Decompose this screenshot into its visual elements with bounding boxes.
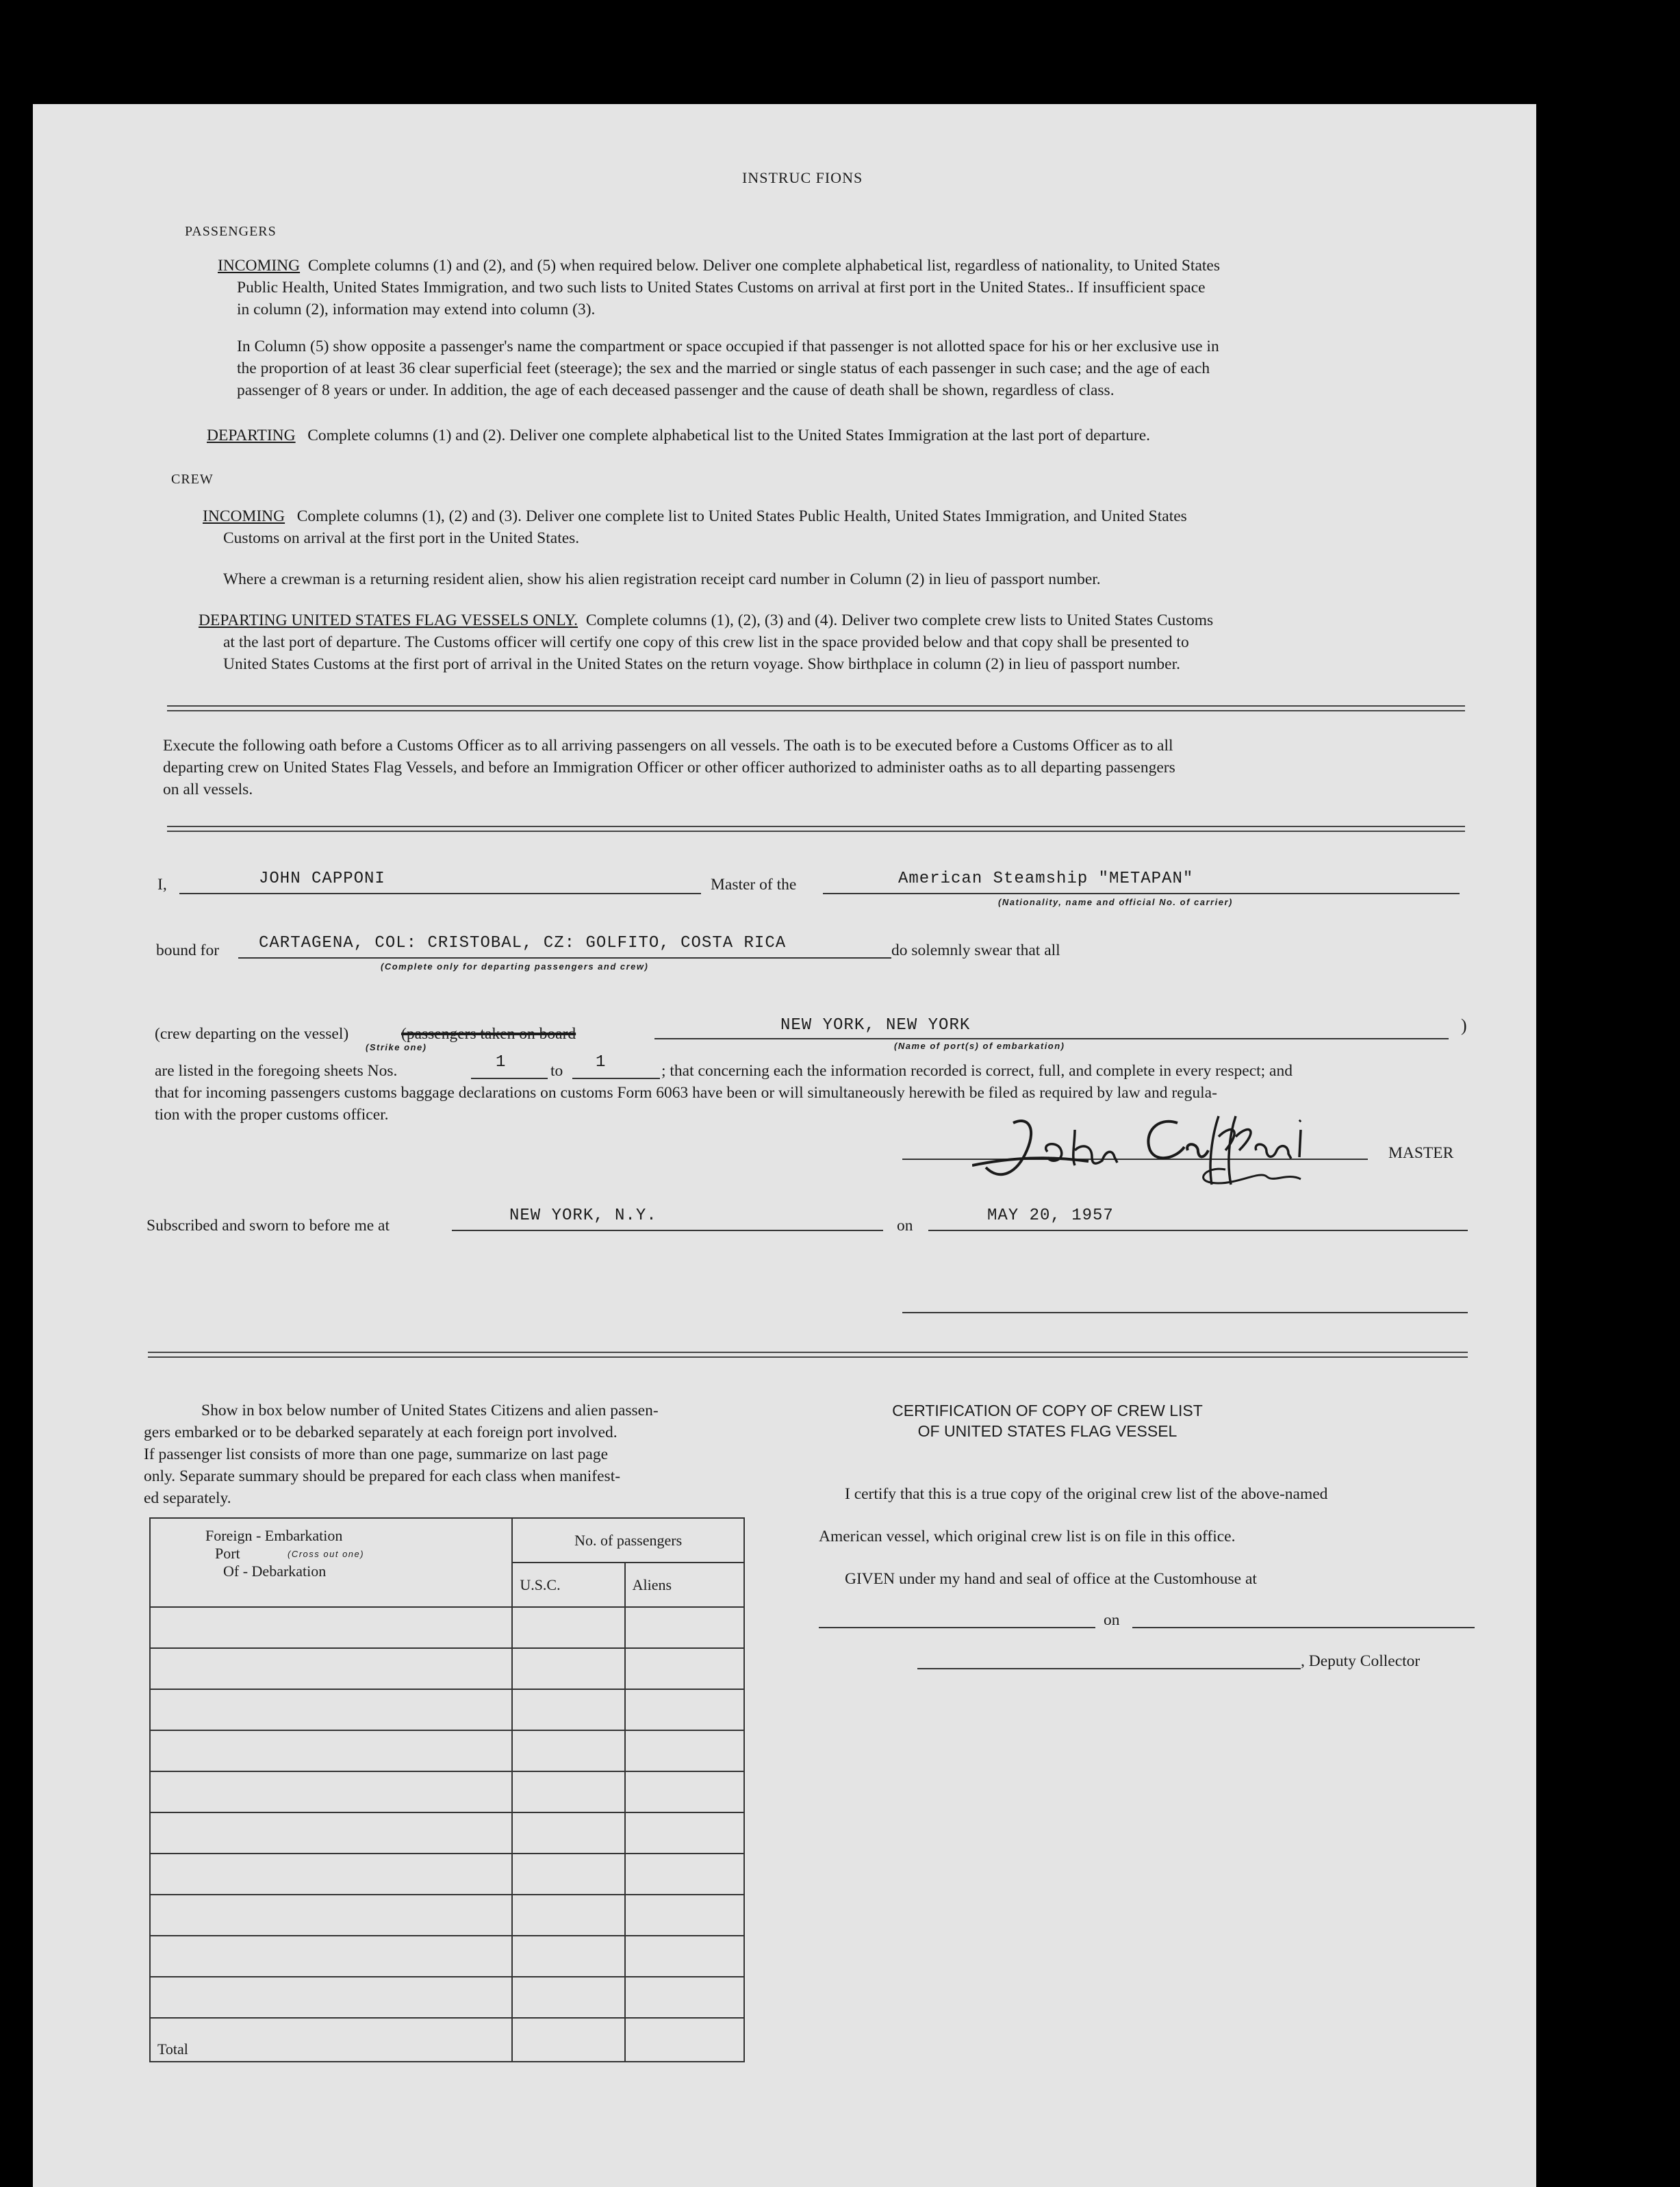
oath-instruction-line: Execute the following oath before a Customs Officer as to all arriving passengers on all vessels. The oath is to be executed before a Customs Officer as to all: [163, 737, 1173, 755]
table-row: [150, 1648, 744, 1689]
total-label: Total: [150, 2018, 512, 2062]
passengers-column-header: No. of passengers: [512, 1518, 744, 1563]
usc-cell[interactable]: [512, 1895, 624, 1936]
certification-line: American vessel, which original crew list is on file in this office.: [819, 1528, 1236, 1545]
port-cell[interactable]: [150, 1895, 512, 1936]
port-cell[interactable]: [150, 1771, 512, 1812]
table-row: [150, 1607, 744, 1648]
usc-cell[interactable]: [512, 1689, 624, 1730]
port-cell[interactable]: [150, 1730, 512, 1771]
master-of-label: Master of the: [711, 876, 797, 894]
port-caption: (Name of port(s) of embarkation): [894, 1041, 1065, 1051]
crew-departing-flag-label: DEPARTING UNITED STATES FLAG VESSELS ONLY.: [199, 611, 578, 629]
crew-incoming-label: INCOMING: [203, 507, 285, 525]
port-column-header: [150, 1518, 512, 1607]
port-cell[interactable]: [150, 1812, 512, 1854]
crew-incoming-block: [203, 505, 1187, 527]
table-row: [150, 1854, 744, 1895]
crew-incoming-line: Customs on arrival at the first port in the United States.: [223, 529, 580, 547]
table-row: [150, 1895, 744, 1936]
deputy-collector-label: , Deputy Collector: [1301, 1652, 1421, 1670]
summary-instruction-line: ed separately.: [144, 1489, 231, 1507]
table-row: [150, 1812, 744, 1854]
vessel-line: [823, 893, 1460, 894]
aliens-column-header: Aliens: [625, 1563, 744, 1607]
section-divider: [148, 1352, 1468, 1358]
usc-cell[interactable]: [512, 1607, 624, 1648]
customhouse-line[interactable]: [819, 1627, 1095, 1628]
passenger-summary-table: [149, 1517, 745, 2062]
table-row: [150, 1689, 744, 1730]
aliens-cell[interactable]: [625, 1812, 744, 1854]
crew-departing-flag-line: at the last port of departure. The Customs officer will certify one copy of this crew list in the space provided below and that copy shall be presented to: [223, 633, 1189, 651]
usc-cell[interactable]: [512, 1648, 624, 1689]
sheet-from-line: [471, 1078, 548, 1079]
summary-instruction-line: only. Separate summary should be prepared for each class when manifest-: [144, 1467, 621, 1485]
passengers-departing-text: Complete columns (1) and (2). Deliver one complete alphabetical list to the United States Immigration at the last port of departure.: [307, 427, 1151, 444]
listed-prefix: are listed in the foregoing sheets Nos.: [155, 1062, 398, 1080]
aliens-cell[interactable]: [625, 1936, 744, 1977]
on-label: on: [897, 1217, 913, 1235]
subscribed-label: Subscribed and sworn to before me at: [147, 1217, 390, 1235]
column5-line: the proportion of at least 36 clear superficial feet (steerage); the sex and the married or single status of each passenger in such case; and the age of each: [237, 359, 1210, 377]
sheet-to-field[interactable]: 1: [596, 1053, 607, 1072]
port-cell[interactable]: [150, 1977, 512, 2018]
listed-suffix: ; that concerning each the information recorded is correct, full, and complete in every respect; and: [661, 1062, 1293, 1080]
table-row: [150, 1771, 744, 1812]
port-header-line: Of - Debarkation: [223, 1563, 327, 1580]
summary-instruction-line: gers embarked or to be debarked separately at each foreign port involved.: [144, 1424, 618, 1441]
master-label: MASTER: [1388, 1144, 1454, 1162]
sworn-place-field[interactable]: NEW YORK, N.Y.: [509, 1206, 657, 1225]
usc-cell[interactable]: [512, 1854, 624, 1895]
usc-total-cell[interactable]: [512, 2018, 624, 2062]
master-name-line: [179, 893, 701, 894]
passengers-incoming-line: Complete columns (1) and (2), and (5) when required below. Deliver one complete alphabetical list, regardless of nationality, to United States: [307, 257, 1220, 275]
page-title: INSTRUC FIONS: [742, 169, 863, 186]
aliens-cell[interactable]: [625, 1771, 744, 1812]
port-cell[interactable]: [150, 1936, 512, 1977]
table-header-row: [150, 1518, 744, 1563]
certification-line: GIVEN under my hand and seal of office at the Customhouse at: [845, 1570, 1257, 1588]
passengers-incoming-line: Public Health, United States Immigration, and two such lists to United States Customs on arrival at first port in the United States.. If insufficient space: [237, 279, 1206, 296]
crew-departing-flag-block: [199, 609, 1213, 631]
aliens-cell[interactable]: [625, 1648, 744, 1689]
passengers-incoming-block: [218, 255, 1220, 277]
usc-cell[interactable]: [512, 1771, 624, 1812]
resident-alien-text: Where a crewman is a returning resident alien, show his alien registration receipt card number in Column (2) in lieu of passport number.: [223, 570, 1101, 588]
master-signature: [972, 1102, 1356, 1202]
summary-instruction-line: Show in box below number of United States Citizens and alien passen-: [201, 1402, 659, 1419]
port-cell[interactable]: [150, 1689, 512, 1730]
port-header-cross: (Cross out one): [288, 1549, 365, 1559]
certification-date-line[interactable]: [1132, 1627, 1475, 1628]
usc-cell[interactable]: [512, 1977, 624, 2018]
summary-instruction-line: If passenger list consists of more than one page, summarize on last page: [144, 1445, 609, 1463]
oath-i-label: I,: [157, 876, 167, 894]
passengers-incoming-label: INCOMING: [218, 257, 301, 275]
total-row: [150, 2018, 744, 2062]
deputy-collector-line[interactable]: [917, 1668, 1301, 1669]
usc-column-header: U.S.C.: [512, 1563, 624, 1607]
port-header-port: Port: [215, 1545, 240, 1562]
aliens-cell[interactable]: [625, 1895, 744, 1936]
passengers-departing-block: [207, 425, 1150, 446]
oath-instruction-line: on all vessels.: [163, 781, 253, 798]
sworn-place-line: [452, 1230, 883, 1231]
struck-passengers-text: (passengers taken on board: [401, 1025, 576, 1043]
crew-departing-flag-line: United States Customs at the first port of arrival in the United States on the return voyage. Show birthplace in column (2) in lieu of passport number.: [223, 655, 1180, 673]
port-header-line: Foreign - Embarkation: [205, 1527, 343, 1544]
port-cell[interactable]: [150, 1854, 512, 1895]
aliens-cell[interactable]: [625, 1607, 744, 1648]
bound-for-label: bound for: [156, 941, 220, 959]
section-divider: [167, 705, 1465, 711]
usc-cell[interactable]: [512, 1730, 624, 1771]
oath-instruction-line: departing crew on United States Flag Vessels, and before an Immigration Officer or other officer authorized to administer oaths as to all departing passengers: [163, 759, 1175, 776]
vessel-caption: (Nationality, name and official No. of carrier): [998, 897, 1233, 907]
usc-cell[interactable]: [512, 1936, 624, 1977]
section-divider: [167, 826, 1465, 832]
crew-departing-label: (crew departing on the vessel): [155, 1025, 349, 1043]
crew-incoming-line: Complete columns (1), (2) and (3). Deliver one complete list to United States Public Health, United States Immigration, and United States: [296, 507, 1187, 525]
declaration-line: tion with the proper customs officer.: [155, 1106, 389, 1124]
crew-departing-flag-line: Complete columns (1), (2), (3) and (4). Deliver two complete crew lists to United States Customs: [585, 611, 1214, 629]
table-row: [150, 1730, 744, 1771]
port-header-line2: [157, 1545, 505, 1563]
aliens-cell[interactable]: [625, 1854, 744, 1895]
table-row: [150, 1936, 744, 1977]
passengers-departing-label: DEPARTING: [207, 427, 296, 444]
aliens-cell[interactable]: [625, 1689, 744, 1730]
passengers-heading: PASSENGERS: [185, 224, 277, 239]
strike-caption: (Strike one): [366, 1042, 427, 1052]
bound-for-line: [238, 957, 891, 959]
signature-scribble: [972, 1102, 1356, 1198]
port-line: [654, 1038, 1449, 1039]
aliens-total-cell[interactable]: [625, 2018, 744, 2062]
sworn-date-field[interactable]: MAY 20, 1957: [987, 1206, 1114, 1225]
vessel-field[interactable]: American Steamship "METAPAN": [898, 870, 1194, 888]
officer-signature-line: [902, 1312, 1468, 1313]
certification-line: I certify that this is a true copy of the original crew list of the above-named: [845, 1485, 1328, 1503]
bound-for-field[interactable]: CARTAGENA, COL: CRISTOBAL, CZ: GOLFITO, COSTA RICA: [259, 934, 787, 952]
bound-for-caption: (Complete only for departing passengers and crew): [381, 961, 649, 972]
sheet-to-line: [572, 1078, 660, 1079]
port-field[interactable]: NEW YORK, NEW YORK: [780, 1016, 971, 1035]
to-label: to: [550, 1062, 563, 1080]
certification-title-line2: OF UNITED STATES FLAG VESSEL: [917, 1422, 1178, 1440]
crew-heading: CREW: [171, 472, 214, 487]
column5-line: In Column (5) show opposite a passenger's name the compartment or space occupied if that passenger is not allotted space for his or her exclusive use in: [237, 338, 1219, 355]
aliens-cell[interactable]: [625, 1977, 744, 2018]
swear-text: do solemnly swear that all: [891, 941, 1060, 959]
master-name-field[interactable]: JOHN CAPPONI: [259, 870, 385, 888]
certification-on-label: on: [1104, 1611, 1120, 1629]
declaration-line: that for incoming passengers customs baggage declarations on customs Form 6063 have been or will simultaneously herewith be filed as required by law and regula-: [155, 1084, 1217, 1102]
passengers-incoming-line: in column (2), information may extend into column (3).: [237, 301, 596, 318]
close-paren: ): [1461, 1015, 1467, 1035]
sheet-from-field[interactable]: 1: [496, 1053, 507, 1072]
usc-cell[interactable]: [512, 1812, 624, 1854]
aliens-cell[interactable]: [625, 1730, 744, 1771]
certification-title: CERTIFICATION OF COPY OF CREW LIST: [892, 1402, 1203, 1419]
table-row: [150, 1977, 744, 2018]
column5-line: passenger of 8 years or under. In addition, the age of each deceased passenger and the cause of death shall be shown, regardless of class.: [237, 381, 1115, 399]
sworn-date-line: [928, 1230, 1468, 1231]
port-cell[interactable]: [150, 1648, 512, 1689]
port-cell[interactable]: [150, 1607, 512, 1648]
